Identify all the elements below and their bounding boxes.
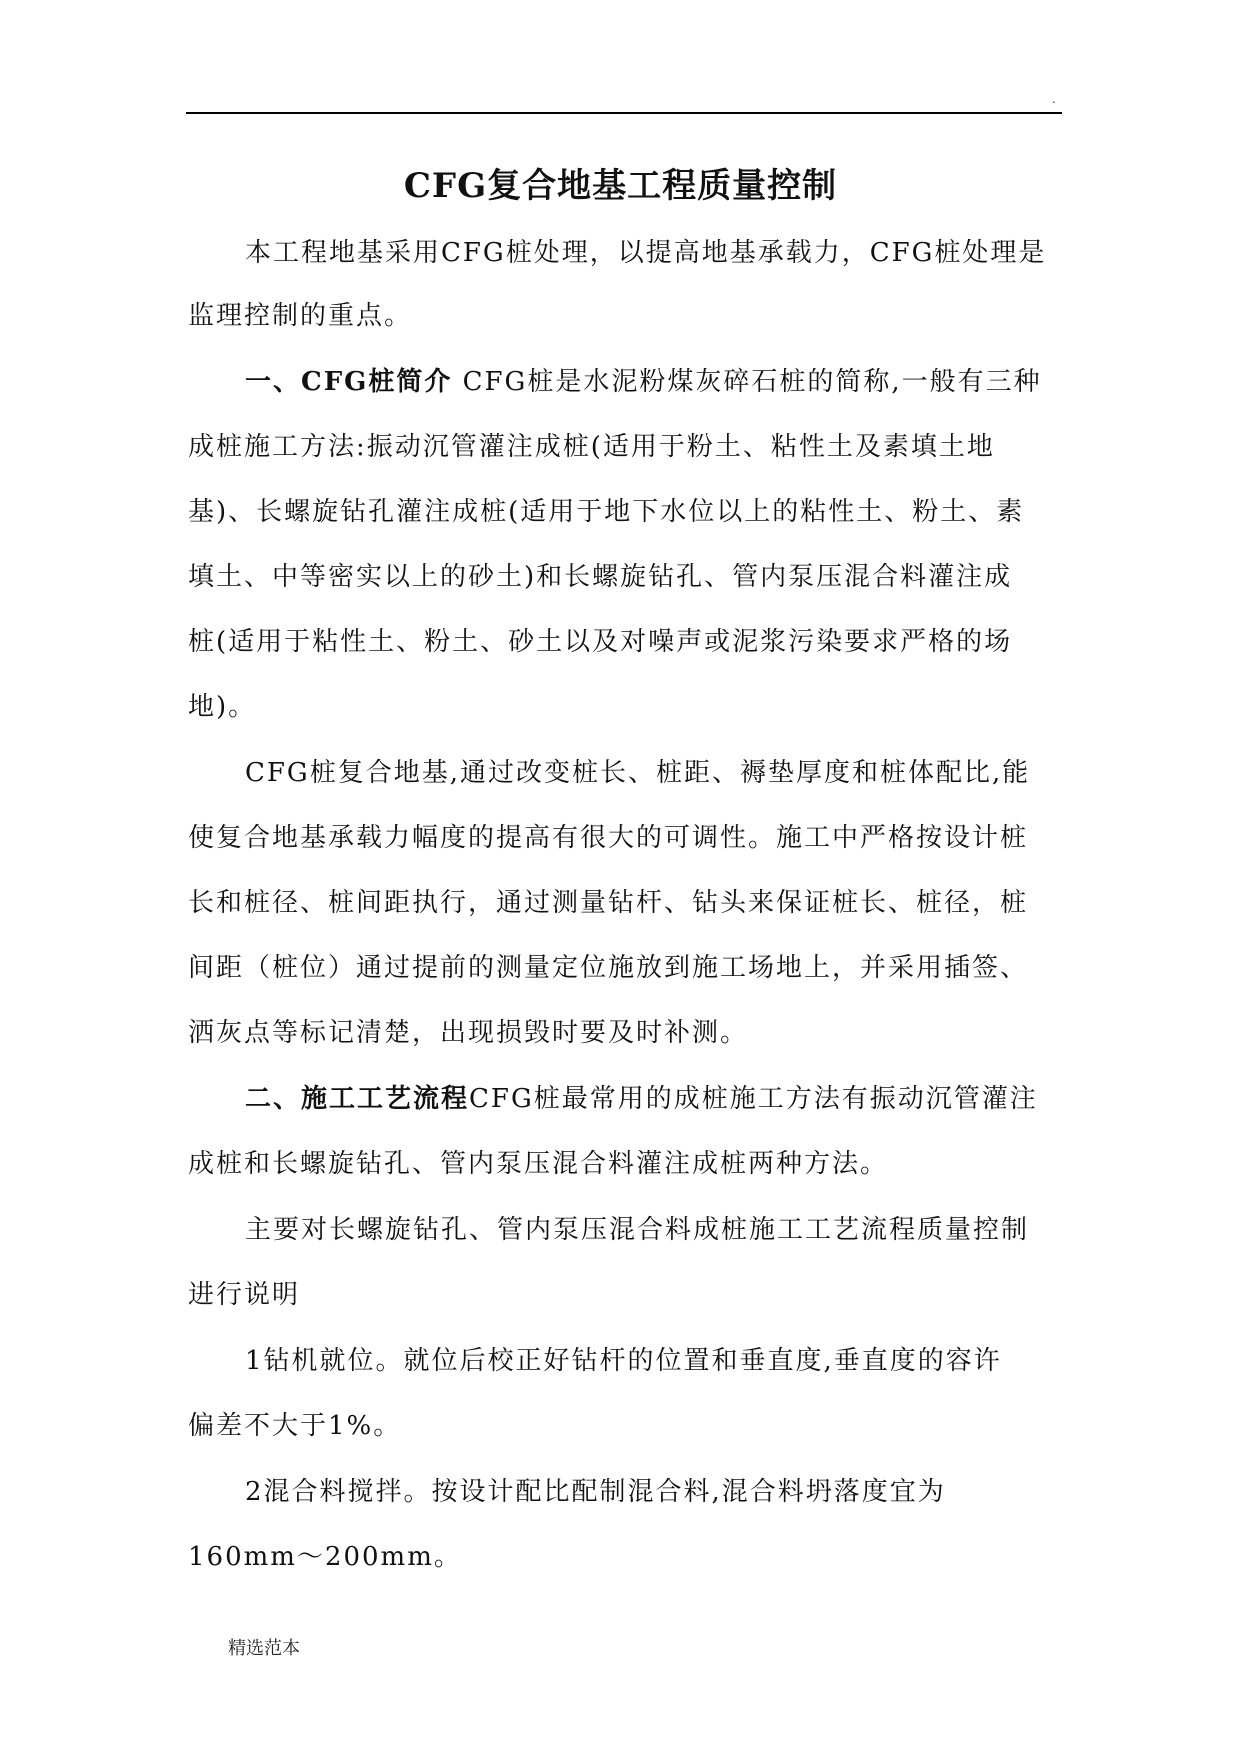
paragraph-line: 本工程地基采用CFG桩处理，以提高地基承载力，CFG桩处理是 xyxy=(245,238,1047,268)
paragraph-line: 间距（桩位）通过提前的测量定位施放到施工场地上，并采用插签、 xyxy=(188,953,1029,983)
paragraph-line: 监理控制的重点。 xyxy=(188,301,413,331)
section-heading: 二、施工工艺流程 xyxy=(245,1084,470,1114)
header-rule xyxy=(186,112,1062,114)
paragraph-line: 长和桩径、桩间距执行，通过测量钻杆、钻头来保证桩长、桩径，桩 xyxy=(188,888,1029,918)
paragraph-line: 偏差不大于1%。 xyxy=(188,1411,402,1441)
paragraph-line: 基)、长螺旋钻孔灌注成桩(适用于地下水位以上的粘性土、粉土、素 xyxy=(188,497,1025,527)
paragraph-line: 成桩和长螺旋钻孔、管内泵压混合料灌注成桩两种方法。 xyxy=(188,1149,889,1179)
paragraph-line: 主要对长螺旋钻孔、管内泵压混合料成桩施工工艺流程质量控制 xyxy=(245,1215,1030,1245)
paragraph-line: 成桩施工方法:振动沉管灌注成桩(适用于粉土、粘性土及素填土地 xyxy=(188,432,995,462)
paragraph-line xyxy=(245,361,1058,398)
paragraph-line: 160mm～200mm。 xyxy=(188,1542,462,1572)
paragraph-line: 1钻机就位。就位后校正好钻杆的位置和垂直度,垂直度的容许 xyxy=(245,1346,1002,1376)
paragraph-line xyxy=(245,1078,1058,1115)
paragraph-line: 地)。 xyxy=(188,692,257,722)
header-dot: . xyxy=(1052,92,1056,106)
paragraph-line: 使复合地基承载力幅度的提高有很大的可调性。施工中严格按设计桩 xyxy=(188,823,1029,853)
page-title: CFG复合地基工程质量控制 xyxy=(403,166,838,206)
footer-text: 精选范本 xyxy=(228,1638,300,1659)
paragraph-line: 桩(适用于粘性土、粉土、砂土以及对噪声或泥浆污染要求严格的场 xyxy=(188,627,1013,657)
section-heading: 一、CFG桩简介 xyxy=(245,367,453,397)
paragraph-line: 填土、中等密实以上的砂土)和长螺旋钻孔、管内泵压混合料灌注成 xyxy=(188,562,1013,592)
paragraph-text: CFG桩是水泥粉煤灰碎石桩的简称,一般有三种 xyxy=(462,367,1042,397)
paragraph-text: CFG桩最常用的成桩施工方法有振动沉管灌注 xyxy=(469,1084,1038,1114)
paragraph-line: 2混合料搅拌。按设计配比配制混合料,混合料坍落度宜为 xyxy=(245,1477,946,1507)
paragraph-line: 进行说明 xyxy=(188,1280,301,1310)
paragraph-line: 洒灰点等标记清楚，出现损毁时要及时补测。 xyxy=(188,1018,749,1048)
paragraph-line: CFG桩复合地基,通过改变桩长、桩距、褥垫厚度和桩体配比,能 xyxy=(245,758,1031,788)
